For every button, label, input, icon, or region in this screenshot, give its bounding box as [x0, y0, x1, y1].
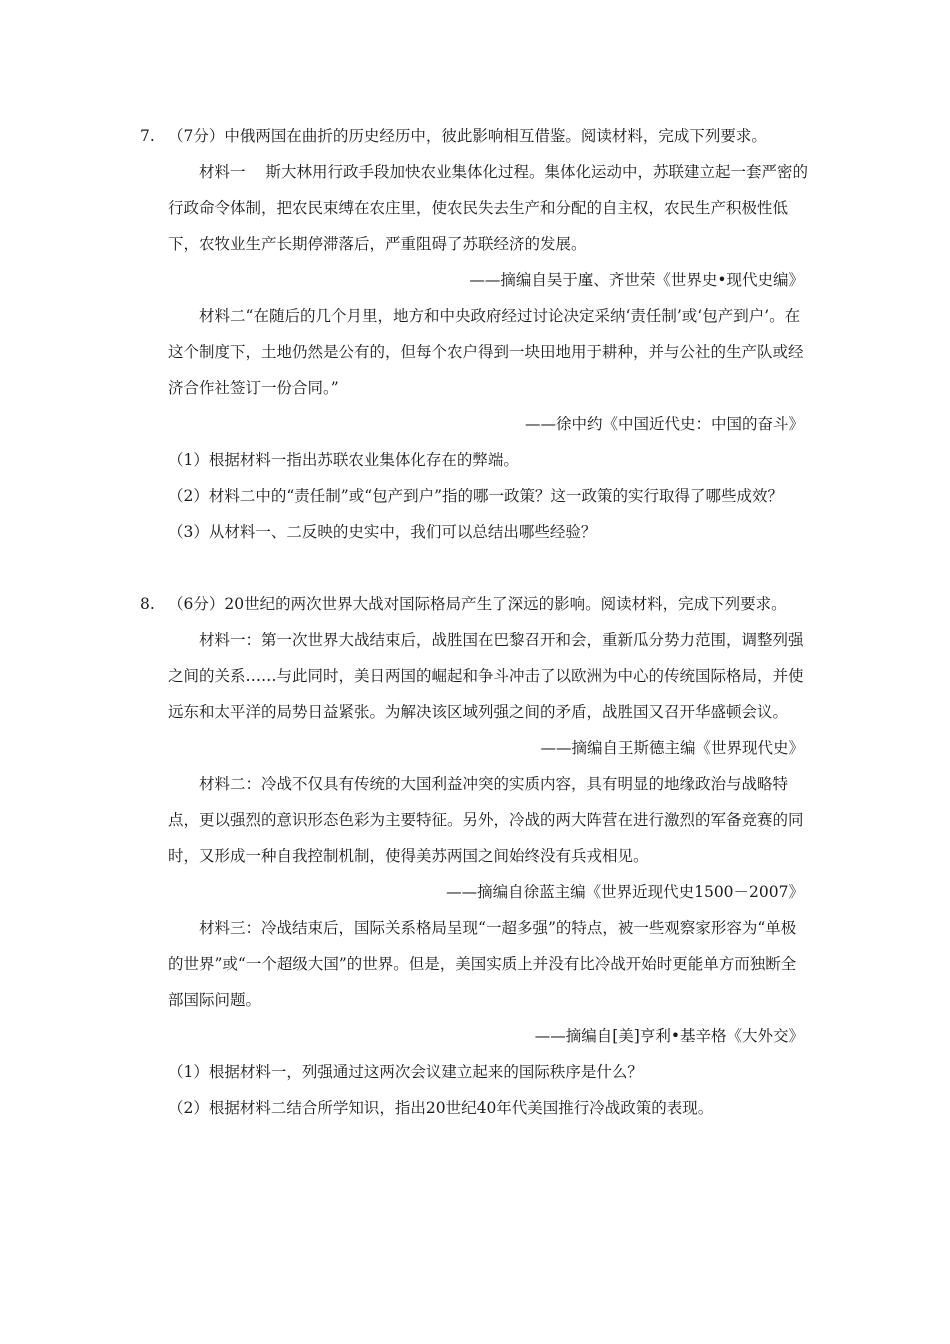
- question-stem-text: 中俄两国在曲折的历史经历中，彼此影响相互借鉴。阅读材料，完成下列要求。: [224, 127, 767, 145]
- material-1: [0, 154, 950, 262]
- material-source: ——徐中约《中国近代史：中国的奋斗》: [524, 415, 804, 433]
- material-3: [0, 910, 950, 1018]
- question-7: [0, 118, 950, 550]
- material-text: 冷战结束后，国际关系格局呈现“一超多强”的特点，被一些观察家形容为“单极的世界”或“一个超级大国”的世界。但是，美国实质上并没有比冷战开始时更能单方而独断全部国际问题。: [168, 919, 797, 1009]
- question-score: （7分）: [168, 127, 225, 145]
- material-label: 材料三：: [199, 919, 262, 937]
- material-source: ——摘编自吴于廑、齐世荣《世界史•现代史编》: [469, 271, 804, 289]
- subquestion-3: （3）从材料一、二反映的史实中，我们可以总结出哪些经验？: [168, 523, 597, 541]
- material-text: 第一次世界大战结束后，战胜国在巴黎召开和会，重新瓜分势力范围，调整列强之间的关系……与此同时，美日两国的崛起和争斗冲击了以欧洲为中心的传统国际格局，并使远东和太平洋的局势日益紧张。为解决该区域列强之间的矛盾，战胜国又召开华盛顿会议。: [168, 631, 804, 721]
- material-source: ——摘编自徐蓝主编《世界近现代史1500－2007》: [446, 883, 804, 901]
- subquestion-2: （2）根据材料二结合所学知识，指出20世纪40年代美国推行冷战政策的表现。: [168, 1099, 714, 1117]
- question-stem-text: 20世纪的两次世界大战对国际格局产生了深远的影响。阅读材料，完成下列要求。: [224, 595, 787, 613]
- material-label: 材料二：: [199, 775, 262, 793]
- subquestion-1: （1）根据材料一指出苏联农业集体化存在的弊端。: [168, 451, 519, 469]
- subquestion-1: （1）根据材料一，列强通过这两次会议建立起来的国际秩序是什么？: [168, 1063, 643, 1081]
- material-source: ——摘编自[美]亨利•基辛格《大外交》: [534, 1027, 804, 1045]
- material-label: 材料二: [199, 307, 246, 325]
- material-text: “在随后的几个月里，地方和中央政府经过讨论决定采纳‘责任制’或‘包产到户’。在这个制度下，土地仍然是公有的，但每个农户得到一块田地用于耕种，并与公社的生产队或经济合作社签订一份合同。”: [168, 307, 804, 397]
- material-label: 材料一：: [199, 631, 262, 649]
- material-text: 冷战不仅具有传统的大国利益冲突的实质内容，具有明显的地缘政治与战略特点，更以强烈的意识形态色彩为主要特征。另外，冷战的两大阵营在进行激烈的军备竞赛的同时，又形成一种自我控制机制，使得美苏两国之间始终没有兵戎相见。: [168, 775, 804, 865]
- material-2: [0, 766, 950, 874]
- question-number: 7.: [140, 127, 155, 145]
- question-score: （6分）: [168, 595, 225, 613]
- question-stem: [0, 586, 950, 622]
- material-2: [0, 298, 950, 406]
- material-source: ——摘编自王斯德主编《世界现代史》: [540, 739, 804, 757]
- subquestion-2: （2）材料二中的“责任制”或“包产到户”指的哪一政策？这一政策的实行取得了哪些成效？: [168, 487, 784, 505]
- material-text: 斯大林用行政手段加快农业集体化过程。集体化运动中，苏联建立起一套严密的行政命令体制，把农民束缚在农庄里，使农民失去生产和分配的自主权，农民生产积极性低下，农牧业生产长期停滞落后，严重阻碍了苏联经济的发展。: [168, 163, 809, 253]
- question-stem: [0, 118, 950, 154]
- material-label: 材料一: [199, 163, 246, 181]
- question-number: 8.: [140, 595, 155, 613]
- question-8: [0, 586, 950, 1126]
- material-1: [0, 622, 950, 730]
